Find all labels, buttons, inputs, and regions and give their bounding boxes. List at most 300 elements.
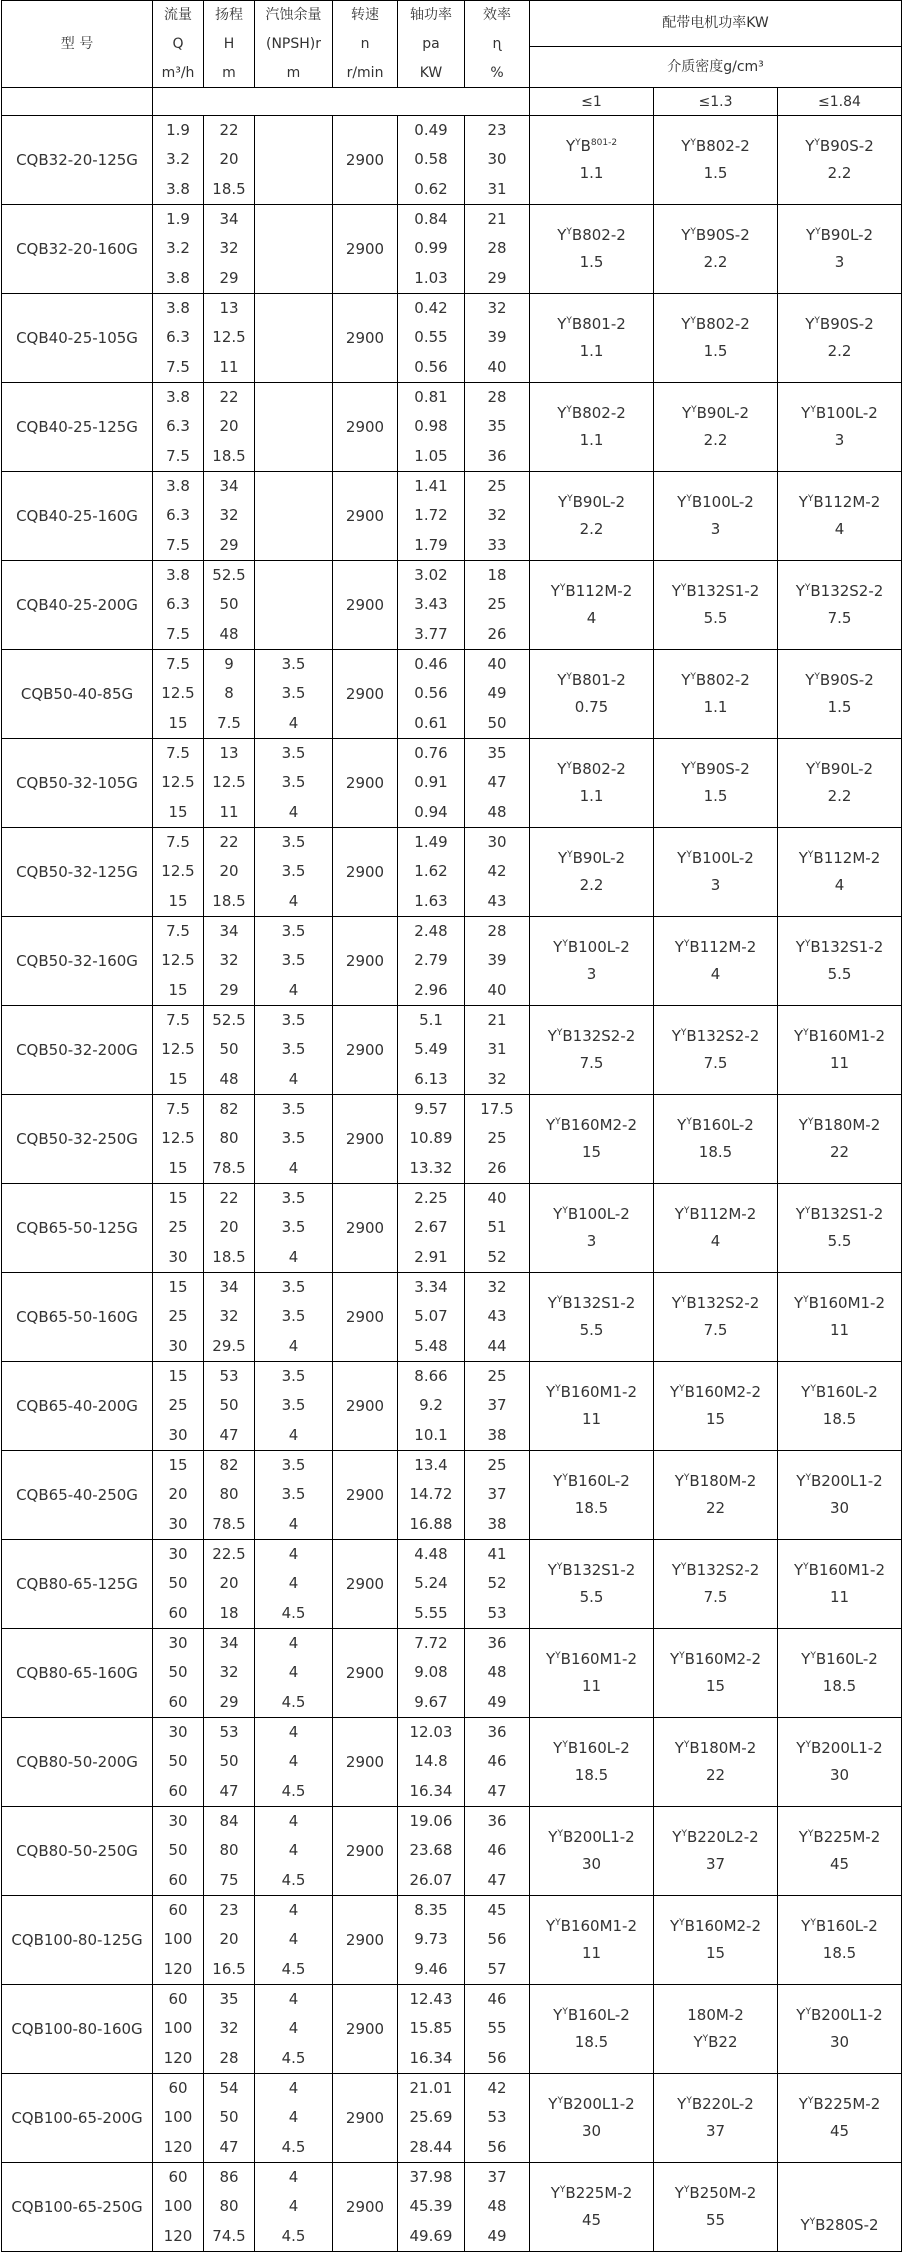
motor-model: $Y^YB200L1-2$ <box>548 1828 635 1846</box>
speed-cell: 2900 <box>333 1629 398 1718</box>
shaft-power-cell-value: 7.72 <box>414 1634 448 1653</box>
npsh-cell-value: 4.5 <box>281 2137 306 2156</box>
efficiency-cell-value: 50 <box>487 713 507 732</box>
flow-cell-value: 120 <box>163 1959 193 1978</box>
motor-model: $Y^YB802-2$ <box>557 226 626 244</box>
shaft-power-cell <box>398 1540 465 1629</box>
head-cell-value: 80 <box>219 1485 239 1504</box>
table-row <box>2 472 902 561</box>
efficiency-cell-value: 49 <box>487 2226 507 2245</box>
motor-power: 15 <box>705 1677 726 1695</box>
motor-model: $Y^YB160M2-2$ <box>669 1917 762 1935</box>
shaft-power-cell-value: 0.46 <box>414 655 448 674</box>
head-cell-value: 78.5 <box>212 1158 246 1177</box>
efficiency-cell-value: 48 <box>487 2197 507 2216</box>
speed-cell: 2900 <box>333 1362 398 1451</box>
table-row <box>2 2163 902 2252</box>
motor-cell-1 <box>530 1985 654 2074</box>
motor-power: $Y^YB22$ <box>693 2033 738 2051</box>
efficiency-cell-value: 40 <box>487 980 507 999</box>
efficiency-cell-value: 40 <box>487 357 507 376</box>
density-subheader-row <box>2 88 902 116</box>
npsh-cell-value: 4.5 <box>281 1692 306 1711</box>
head-cell-value: 52.5 <box>212 566 246 585</box>
efficiency-cell-value: 30 <box>487 833 507 852</box>
motor-model: $Y^YB180M-2$ <box>798 1116 881 1134</box>
speed-cell: 2900 <box>333 1006 398 1095</box>
motor-power: 3 <box>710 520 721 538</box>
npsh-cell-value: 4 <box>288 1634 299 1653</box>
shaft-power-cell-value: 14.72 <box>409 1485 453 1504</box>
efficiency-cell-value: 57 <box>487 1959 507 1978</box>
efficiency-cell-value: 48 <box>487 1663 507 1682</box>
efficiency-cell-value: 21 <box>487 210 507 229</box>
header-head: 扬程 H m <box>204 1 255 88</box>
npsh-cell-value: 4 <box>288 1069 299 1088</box>
speed-cell: 2900 <box>333 116 398 205</box>
motor-power: 1.5 <box>703 342 728 360</box>
shaft-power-cell-value: 0.49 <box>414 121 448 140</box>
efficiency-cell-value: 52 <box>487 1574 507 1593</box>
head-cell <box>204 1273 255 1362</box>
motor-model: $Y^YB160M1-2$ <box>545 1917 638 1935</box>
motor-power: 11 <box>581 1944 602 1962</box>
npsh-cell-value: 4 <box>288 1930 299 1949</box>
flow-cell-value: 1.9 <box>166 210 190 229</box>
shaft-power-cell <box>398 2163 465 2252</box>
npsh-cell-value: 4 <box>288 2168 299 2187</box>
efficiency-cell <box>465 739 530 828</box>
speed-cell: 2900 <box>333 383 398 472</box>
motor-cell-3 <box>778 650 902 739</box>
model-cell: CQB65-40-200G <box>2 1362 153 1451</box>
motor-cell-2 <box>654 739 778 828</box>
flow-cell-value: 60 <box>168 1870 188 1889</box>
head-cell-value: 80 <box>219 1129 239 1148</box>
motor-power: 2.2 <box>703 431 728 449</box>
motor-power: 2.2 <box>827 164 852 182</box>
npsh-cell <box>255 1362 333 1451</box>
efficiency-cell-value: 25 <box>487 1367 507 1386</box>
motor-power: 3 <box>586 1232 597 1250</box>
efficiency-cell-value: 40 <box>487 655 507 674</box>
flow-cell-value: 7.5 <box>166 357 190 376</box>
head-cell <box>204 1896 255 1985</box>
head-cell-value: 8 <box>224 684 234 703</box>
flow-cell <box>153 828 204 917</box>
efficiency-cell-value: 35 <box>487 744 507 763</box>
speed-cell: 2900 <box>333 1095 398 1184</box>
motor-cell-2 <box>654 650 778 739</box>
head-cell-value: 50 <box>219 595 239 614</box>
flow-cell-value: 15 <box>168 802 188 821</box>
flow-cell-value: 15 <box>168 1456 188 1475</box>
motor-power: 1.5 <box>579 253 604 271</box>
shaft-power-cell <box>398 1896 465 1985</box>
motor-cell-2 <box>654 116 778 205</box>
motor-model: $Y^YB160M1-2$ <box>545 1650 638 1668</box>
flow-cell-value: 120 <box>163 2226 193 2245</box>
motor-model: $Y^YB160M2-2$ <box>669 1650 762 1668</box>
shaft-power-cell <box>398 1807 465 1896</box>
model-cell: CQB100-65-250G <box>2 2163 153 2252</box>
motor-model: $Y^YB220L2-2$ <box>672 1828 759 1846</box>
npsh-cell-value: 3.5 <box>281 1278 306 1297</box>
motor-model: $Y^YB90L-2$ <box>805 760 874 778</box>
speed-cell: 2900 <box>333 205 398 294</box>
motor-power: 4 <box>710 1232 721 1250</box>
head-cell-value: 48 <box>219 624 239 643</box>
efficiency-cell-value: 18 <box>487 566 507 585</box>
motor-cell-3 <box>778 1362 902 1451</box>
motor-model: $Y^YB801-2$ <box>557 315 626 333</box>
flow-cell-value: 25 <box>168 1396 188 1415</box>
flow-cell-value: 15 <box>168 1278 188 1297</box>
motor-cell-1 <box>530 1006 654 1095</box>
npsh-cell-value: 4 <box>288 891 299 910</box>
pump-spec-table-wrapper <box>1 0 901 2252</box>
head-cell-value: 52.5 <box>212 1011 246 1030</box>
motor-cell-1 <box>530 2163 654 2252</box>
efficiency-cell <box>465 1006 530 1095</box>
flow-cell-value: 7.5 <box>166 1011 190 1030</box>
flow-cell-value: 60 <box>168 2168 188 2187</box>
table-row <box>2 116 902 205</box>
motor-model: $Y^YB132S1-2$ <box>795 938 884 956</box>
motor-cell-1 <box>530 1629 654 1718</box>
head-cell-value: 20 <box>219 862 239 881</box>
shaft-power-cell-value: 1.49 <box>414 833 448 852</box>
model-cell: CQB50-32-125G <box>2 828 153 917</box>
motor-cell-3 <box>778 1985 902 2074</box>
efficiency-cell-value: 56 <box>487 2137 507 2156</box>
table-row <box>2 1807 902 1896</box>
motor-model: $Y^YB132S2-2$ <box>795 582 884 600</box>
motor-power: 5.5 <box>827 965 852 983</box>
motor-model: $Y^YB160L-2$ <box>801 1650 878 1668</box>
shaft-power-cell-value: 25.69 <box>409 2108 453 2127</box>
motor-cell-1 <box>530 561 654 650</box>
efficiency-cell-value: 37 <box>487 1396 507 1415</box>
motor-power: 7.5 <box>703 1588 728 1606</box>
motor-cell-2 <box>654 1273 778 1362</box>
head-cell-value: 34 <box>219 1278 239 1297</box>
motor-model: $Y^YB160L-2$ <box>801 1917 878 1935</box>
npsh-cell-value: 3.5 <box>281 1218 306 1237</box>
table-row <box>2 739 902 828</box>
flow-cell-value: 60 <box>168 1901 188 1920</box>
efficiency-cell-value: 25 <box>487 477 507 496</box>
shaft-power-cell-value: 3.34 <box>414 1278 448 1297</box>
flow-cell-value: 60 <box>168 2079 188 2098</box>
motor-cell-3 <box>778 1718 902 1807</box>
head-cell-value: 22 <box>219 1189 239 1208</box>
motor-model: $Y^YB801-2$ <box>557 671 626 689</box>
motor-model: $Y^YB802-2$ <box>681 671 750 689</box>
motor-cell-3 <box>778 1184 902 1273</box>
motor-cell-1 <box>530 1451 654 1540</box>
speed-cell: 2900 <box>333 1273 398 1362</box>
efficiency-cell-value: 25 <box>487 1456 507 1475</box>
speed-cell: 2900 <box>333 1451 398 1540</box>
npsh-cell <box>255 828 333 917</box>
motor-model: $Y^YB90S-2$ <box>805 137 874 155</box>
efficiency-cell-value: 42 <box>487 2079 507 2098</box>
npsh-cell <box>255 1273 333 1362</box>
flow-cell <box>153 1896 204 1985</box>
npsh-cell-value: 4 <box>288 713 299 732</box>
motor-model: $Y^YB90S-2$ <box>681 760 750 778</box>
motor-model: $Y^YB90L-2$ <box>557 849 626 867</box>
motor-power: 18.5 <box>822 1677 857 1695</box>
flow-cell-value: 25 <box>168 1307 188 1326</box>
motor-power: 45 <box>581 2211 602 2229</box>
head-cell <box>204 1540 255 1629</box>
shaft-power-cell <box>398 917 465 1006</box>
model-cell: CQB50-32-250G <box>2 1095 153 1184</box>
head-cell-value: 35 <box>219 1990 239 2009</box>
head-cell <box>204 472 255 561</box>
npsh-cell-value: 4 <box>288 1901 299 1920</box>
motor-model: $Y^YB90L-2$ <box>557 493 626 511</box>
header-speed: 转速 n r/min <box>333 1 398 88</box>
flow-cell-value: 3.8 <box>166 179 190 198</box>
head-cell <box>204 1006 255 1095</box>
shaft-power-cell-value: 0.94 <box>414 802 448 821</box>
npsh-cell-value: 3.5 <box>281 1367 306 1386</box>
motor-model: $Y^YB220L-2$ <box>677 2095 754 2113</box>
efficiency-cell <box>465 1807 530 1896</box>
efficiency-cell <box>465 1273 530 1362</box>
motor-cell-2 <box>654 1807 778 1896</box>
motor-cell-3 <box>778 383 902 472</box>
head-cell-value: 29 <box>219 1692 239 1711</box>
motor-model: $Y^YB132S1-2$ <box>547 1561 636 1579</box>
head-cell-value: 47 <box>219 2137 239 2156</box>
flow-cell-value: 30 <box>168 1247 188 1266</box>
motor-model: $Y^YB112M-2$ <box>798 493 881 511</box>
head-cell-value: 18 <box>219 1603 239 1622</box>
flow-cell-value: 30 <box>168 1723 188 1742</box>
head-cell-value: 50 <box>219 2108 239 2127</box>
npsh-cell-value: 4 <box>288 1545 299 1564</box>
motor-power: 18.5 <box>574 1499 609 1517</box>
npsh-cell <box>255 205 333 294</box>
flow-cell-value: 7.5 <box>166 833 190 852</box>
head-cell <box>204 1362 255 1451</box>
flow-cell-value: 12.5 <box>161 951 195 970</box>
head-cell-value: 20 <box>219 1218 239 1237</box>
head-cell-value: 11 <box>219 357 239 376</box>
motor-model: $Y^YB112M-2$ <box>674 938 757 956</box>
head-cell <box>204 1807 255 1896</box>
flow-cell-value: 30 <box>168 1514 188 1533</box>
shaft-power-cell-value: 9.2 <box>419 1396 443 1415</box>
motor-model: $Y^YB100L-2$ <box>801 404 878 422</box>
npsh-cell-value: 4 <box>288 1247 299 1266</box>
efficiency-cell-value: 28 <box>487 922 507 941</box>
npsh-cell-value: 4 <box>288 1425 299 1444</box>
shaft-power-cell <box>398 828 465 917</box>
header-motor-power: 配带电机功率KW <box>530 1 902 47</box>
head-cell-value: 18.5 <box>212 1247 246 1266</box>
flow-cell-value: 100 <box>163 2108 193 2127</box>
motor-model: $Y^YB225M-2$ <box>798 2095 881 2113</box>
flow-cell-value: 6.3 <box>166 506 190 525</box>
efficiency-cell-value: 31 <box>487 1040 507 1059</box>
efficiency-cell-value: 49 <box>487 684 507 703</box>
head-cell <box>204 1184 255 1273</box>
head-cell-value: 32 <box>219 506 239 525</box>
motor-cell-2 <box>654 472 778 561</box>
shaft-power-cell-value: 0.58 <box>414 150 448 169</box>
shaft-power-cell-value: 1.72 <box>414 506 448 525</box>
motor-cell-2 <box>654 2163 778 2252</box>
efficiency-cell-value: 25 <box>487 595 507 614</box>
table-row <box>2 383 902 472</box>
motor-power: 30 <box>581 1855 602 1873</box>
head-cell-value: 82 <box>219 1100 239 1119</box>
efficiency-cell <box>465 472 530 561</box>
efficiency-cell-value: 36 <box>487 1812 507 1831</box>
table-row <box>2 1985 902 2074</box>
head-cell <box>204 1718 255 1807</box>
npsh-cell <box>255 650 333 739</box>
head-cell-value: 82 <box>219 1456 239 1475</box>
header-flow: 流量 Q m³/h <box>153 1 204 88</box>
shaft-power-cell-value: 9.73 <box>414 1930 448 1949</box>
flow-cell-value: 7.5 <box>166 1100 190 1119</box>
shaft-power-cell-value: 15.85 <box>409 2019 453 2038</box>
motor-cell-1 <box>530 917 654 1006</box>
shaft-power-cell-value: 37.98 <box>409 2168 453 2187</box>
npsh-cell-value: 4.5 <box>281 1603 306 1622</box>
motor-model: $Y^YB^{801-2}$ <box>565 137 618 155</box>
header-shaft-power: 轴功率 pa KW <box>398 1 465 88</box>
shaft-power-cell <box>398 1273 465 1362</box>
motor-cell-1 <box>530 472 654 561</box>
shaft-power-cell-value: 1.79 <box>414 535 448 554</box>
npsh-cell-value: 4 <box>288 1663 299 1682</box>
shaft-power-cell-value: 10.89 <box>409 1129 453 1148</box>
flow-cell-value: 30 <box>168 1336 188 1355</box>
flow-cell-value: 100 <box>163 2197 193 2216</box>
npsh-cell-value: 4.5 <box>281 1959 306 1978</box>
head-cell-value: 47 <box>219 1425 239 1444</box>
efficiency-cell <box>465 650 530 739</box>
model-cell: CQB80-50-250G <box>2 1807 153 1896</box>
flow-cell-value: 7.5 <box>166 446 190 465</box>
efficiency-cell-value: 36 <box>487 1634 507 1653</box>
model-cell: CQB32-20-125G <box>2 116 153 205</box>
efficiency-cell-value: 17.5 <box>480 1100 514 1119</box>
shaft-power-cell-value: 3.43 <box>414 595 448 614</box>
head-cell-value: 47 <box>219 1781 239 1800</box>
motor-power: 11 <box>581 1677 602 1695</box>
flow-cell-value: 3.2 <box>166 239 190 258</box>
npsh-cell-value: 3.5 <box>281 773 306 792</box>
npsh-cell-value: 4 <box>288 1841 299 1860</box>
npsh-cell <box>255 739 333 828</box>
head-cell <box>204 561 255 650</box>
head-cell-value: 32 <box>219 2019 239 2038</box>
flow-cell-value: 3.8 <box>166 477 190 496</box>
npsh-cell-value: 3.5 <box>281 744 306 763</box>
efficiency-cell-value: 53 <box>487 1603 507 1622</box>
motor-power: 18.5 <box>698 1143 733 1161</box>
npsh-cell-value: 3.5 <box>281 1307 306 1326</box>
shaft-power-cell <box>398 383 465 472</box>
motor-model: $Y^YB100L-2$ <box>553 1205 630 1223</box>
efficiency-cell-value: 42 <box>487 862 507 881</box>
efficiency-cell <box>465 2163 530 2252</box>
speed-cell: 2900 <box>333 561 398 650</box>
table-row <box>2 1006 902 1095</box>
flow-cell-value: 12.5 <box>161 862 195 881</box>
motor-cell-2 <box>654 1985 778 2074</box>
efficiency-cell <box>465 383 530 472</box>
motor-cell-2 <box>654 1184 778 1273</box>
efficiency-cell-value: 37 <box>487 1485 507 1504</box>
shaft-power-cell-value: 0.99 <box>414 239 448 258</box>
motor-power: 37 <box>705 1855 726 1873</box>
shaft-power-cell <box>398 116 465 205</box>
model-cell: CQB65-50-160G <box>2 1273 153 1362</box>
flow-cell <box>153 561 204 650</box>
npsh-cell-value: 4 <box>288 1514 299 1533</box>
shaft-power-cell <box>398 1362 465 1451</box>
efficiency-cell <box>465 116 530 205</box>
npsh-cell-value: 3.5 <box>281 1189 306 1208</box>
motor-model: $Y^YB132S2-2$ <box>671 1561 760 1579</box>
flow-cell <box>153 1540 204 1629</box>
motor-model: $Y^YB802-2$ <box>681 315 750 333</box>
shaft-power-cell <box>398 739 465 828</box>
head-cell-value: 29.5 <box>212 1336 246 1355</box>
shaft-power-cell-value: 5.48 <box>414 1336 448 1355</box>
motor-cell-3 <box>778 1629 902 1718</box>
npsh-cell <box>255 1807 333 1896</box>
motor-model: 180M-2 <box>687 2006 744 2024</box>
density-col-2: ≤1.3 <box>654 88 778 116</box>
head-cell-value: 9 <box>224 655 234 674</box>
head-cell-value: 11 <box>219 802 239 821</box>
motor-model: $Y^YB180M-2$ <box>674 1472 757 1490</box>
shaft-power-cell-value: 14.8 <box>414 1752 448 1771</box>
flow-cell-value: 50 <box>168 1663 188 1682</box>
head-cell-value: 29 <box>219 535 239 554</box>
flow-cell <box>153 2074 204 2163</box>
motor-cell-2 <box>654 1718 778 1807</box>
speed-cell: 2900 <box>333 1807 398 1896</box>
efficiency-cell-value: 53 <box>487 2108 507 2127</box>
shaft-power-cell-value: 2.96 <box>414 980 448 999</box>
motor-cell-1 <box>530 205 654 294</box>
motor-model: $Y^YB160L-2$ <box>553 1472 630 1490</box>
motor-power: 7.5 <box>703 1054 728 1072</box>
efficiency-cell <box>465 1362 530 1451</box>
speed-cell: 2900 <box>333 1184 398 1273</box>
npsh-cell-value: 4 <box>288 2197 299 2216</box>
shaft-power-cell-value: 5.07 <box>414 1307 448 1326</box>
head-cell <box>204 116 255 205</box>
shaft-power-cell-value: 1.05 <box>414 446 448 465</box>
efficiency-cell-value: 30 <box>487 150 507 169</box>
motor-cell-2 <box>654 828 778 917</box>
flow-cell-value: 50 <box>168 1752 188 1771</box>
motor-model: $Y^YB225M-2$ <box>550 2184 633 2202</box>
shaft-power-cell-value: 8.35 <box>414 1901 448 1920</box>
